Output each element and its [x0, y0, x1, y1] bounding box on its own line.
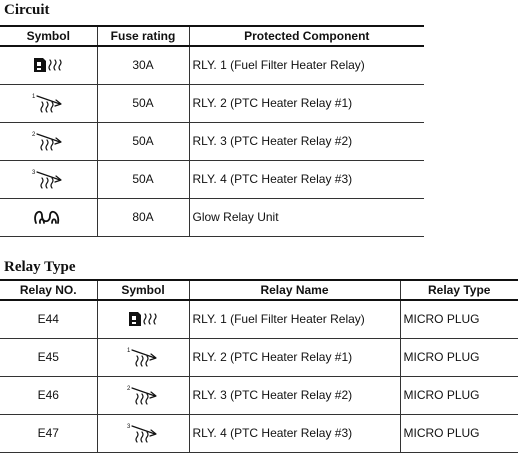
protected-component-cell: Glow Relay Unit: [189, 198, 424, 236]
fuse-rating-cell: 50A: [97, 84, 189, 122]
fuel-filter-heater-icon: [0, 54, 97, 76]
relay-table: [0, 279, 518, 453]
svg-text:3: 3: [127, 424, 131, 430]
relay-type-cell: MICRO PLUG: [400, 414, 518, 452]
fuse-rating-cell: 50A: [97, 122, 189, 160]
ptc-heater-icon: [0, 167, 97, 191]
relay-no-cell: E45: [0, 338, 97, 376]
fuse-rating-cell: 30A: [97, 46, 189, 84]
relay-type-title: Relay Type: [4, 259, 76, 275]
relay-row: [0, 376, 518, 414]
symbol-cell: [0, 46, 97, 84]
symbol-cell: [0, 84, 97, 122]
protected-component-cell: RLY. 4 (PTC Heater Relay #3): [189, 160, 424, 198]
svg-text:3: 3: [32, 170, 36, 176]
relay-name-cell: RLY. 4 (PTC Heater Relay #3): [189, 414, 400, 452]
symbol-cell: [0, 198, 97, 236]
symbol-column-header: Symbol: [0, 26, 97, 46]
ptc-heater-icon: [98, 383, 189, 407]
relay-symbol-column-header: Symbol: [97, 280, 189, 300]
relay-no-cell: E46: [0, 376, 97, 414]
glow-plug-icon: [0, 206, 97, 228]
svg-text:2: 2: [127, 386, 131, 392]
circuit-row: [0, 198, 424, 236]
relay-symbol-cell: [97, 376, 189, 414]
relay-row: [0, 414, 518, 452]
symbol-cell: [0, 160, 97, 198]
svg-text:1: 1: [127, 348, 131, 354]
relay-header-row: [0, 280, 518, 300]
protected-component-cell: RLY. 3 (PTC Heater Relay #2): [189, 122, 424, 160]
svg-text:2: 2: [32, 132, 36, 138]
circuit-row: [0, 84, 424, 122]
relay-no-column-header: Relay NO.: [0, 280, 97, 300]
ptc-heater-icon: [0, 129, 97, 153]
relay-name-cell: RLY. 2 (PTC Heater Relay #1): [189, 338, 400, 376]
fuel-filter-heater-icon: [98, 308, 189, 330]
circuit-table: [0, 25, 424, 237]
circuit-row: [0, 46, 424, 84]
fuse-rating-cell: 80A: [97, 198, 189, 236]
relay-symbol-cell: [97, 414, 189, 452]
relay-name-cell: RLY. 1 (Fuel Filter Heater Relay): [189, 300, 400, 338]
relay-row: [0, 338, 518, 376]
protected-component-cell: RLY. 1 (Fuel Filter Heater Relay): [189, 46, 424, 84]
relay-symbol-cell: [97, 300, 189, 338]
relay-no-cell: E47: [0, 414, 97, 452]
circuit-title: Circuit: [4, 2, 50, 18]
fuse-rating-cell: 50A: [97, 160, 189, 198]
relay-name-cell: RLY. 3 (PTC Heater Relay #2): [189, 376, 400, 414]
relay-type-column-header: Relay Type: [400, 280, 518, 300]
ptc-heater-icon: [98, 421, 189, 445]
circuit-header-row: [0, 26, 424, 46]
relay-type-cell: MICRO PLUG: [400, 300, 518, 338]
ptc-heater-icon: [98, 345, 189, 369]
protected-component-column-header: Protected Component: [189, 26, 424, 46]
ptc-heater-icon: [0, 91, 97, 115]
protected-component-cell: RLY. 2 (PTC Heater Relay #1): [189, 84, 424, 122]
relay-no-cell: E44: [0, 300, 97, 338]
relay-row: [0, 300, 518, 338]
symbol-cell: [0, 122, 97, 160]
relay-type-cell: MICRO PLUG: [400, 338, 518, 376]
circuit-row: [0, 160, 424, 198]
svg-text:1: 1: [32, 94, 36, 100]
circuit-row: [0, 122, 424, 160]
relay-type-cell: MICRO PLUG: [400, 376, 518, 414]
fuse-rating-column-header: Fuse rating: [97, 26, 189, 46]
relay-name-column-header: Relay Name: [189, 280, 400, 300]
relay-symbol-cell: [97, 338, 189, 376]
